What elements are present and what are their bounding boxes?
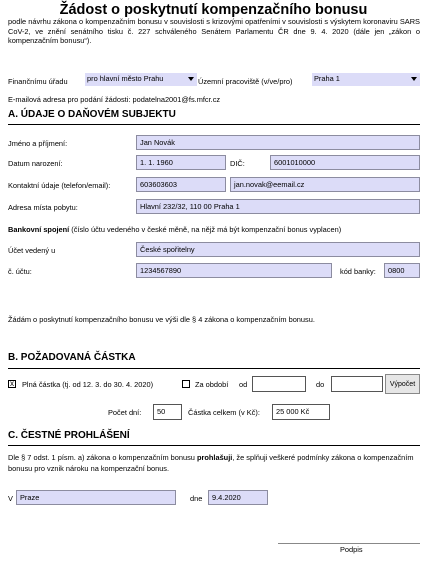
pracoviste-select[interactable] (312, 73, 420, 86)
section-a-heading: A. ÚDAJE O DAŇOVÉM SUBJEKTU (8, 109, 176, 120)
vypocet-button[interactable]: Výpočet (385, 374, 420, 394)
bankovni-spojeni-heading (8, 225, 341, 234)
adresa-field[interactable]: Hlavní 232/32, 110 00 Praha 1 (136, 199, 420, 214)
prohlaseni-part1: Dle § 7 odst. 1 písm. a) zákona o kompenzačním bonusu (8, 453, 197, 462)
bankovni-spojeni-rest: (číslo účtu vedeného v české měně, na nějž má být kompenzační bonus vyplacen) (69, 225, 342, 234)
plna-castka-checkbox[interactable]: x (10, 379, 14, 388)
section-c-heading: C. ČESTNÉ PROHLÁŠENÍ (8, 430, 130, 441)
dic-field[interactable]: 6001010000 (270, 155, 420, 170)
pracoviste-label: Územní pracoviště (v/ve/pro) (198, 77, 293, 86)
adresa-label: Adresa místa pobytu: (8, 203, 78, 212)
prohlaseni-bold: prohlašuji (196, 453, 233, 462)
datum-narozeni-field[interactable]: 1. 1. 1960 (136, 155, 226, 170)
kontakt-label: Kontaktní údaje (telefon/email): (8, 181, 111, 190)
signature-line (278, 543, 420, 544)
section-b-heading: B. POŽADOVANÁ ČÁSTKA (8, 352, 136, 363)
intro-text: podle návrhu zákona o kompenzačním bonusu v souvislosti s krizovými opatřeními v souvislosti s výskytem koronaviru SARS CoV-2, ve znění senátního tisku č. 227 schváleného Senátem Parlamentu ČR dne 9. 4. 2020 (dále jen „zákon o kompenzačním bonusu“). (8, 17, 420, 45)
castka-field[interactable]: 25 000 Kč (272, 404, 330, 420)
plna-castka-label: Plná částka (tj. od 12. 3. do 30. 4. 2020) (22, 380, 154, 389)
od-field[interactable] (252, 376, 306, 392)
dic-label: DIČ: (230, 159, 245, 168)
chevron-down-icon (188, 77, 194, 81)
do-label: do (316, 380, 325, 389)
pracoviste-value: Praha 1 (314, 74, 340, 83)
jmeno-label: Jméno a příjmení: (8, 139, 68, 148)
telefon-field[interactable]: 603603603 (136, 177, 226, 192)
page-title: Žádost o poskytnutí kompenzačního bonusu (59, 2, 368, 18)
divider (8, 368, 420, 369)
divider (8, 445, 420, 446)
email-podani-text: E-mailová adresa pro podání žádosti: podatelna2001@fs.mfcr.cz (8, 95, 221, 104)
prohlaseni-part2: , že splňuji veškeré podmínky zákona o kompenzačním bonusu pro vznik nároku na kompenzační bonus. (8, 453, 414, 473)
kod-banky-field[interactable]: 0800 (384, 263, 420, 278)
za-obdobi-checkbox[interactable] (182, 380, 190, 388)
chevron-down-icon (411, 77, 417, 81)
pocet-dni-field[interactable]: 50 (153, 404, 182, 420)
financni-urad-label: Finančnímu úřadu (8, 77, 68, 86)
misto-field[interactable]: Praze (16, 490, 176, 505)
castka-label: Částka celkem (v Kč): (188, 408, 260, 417)
kod-banky-label: kód banky: (340, 267, 376, 276)
podpis-label: Podpis (340, 545, 363, 554)
email-field[interactable]: jan.novak@eemail.cz (230, 177, 420, 192)
od-label: od (239, 380, 248, 389)
do-field[interactable] (331, 376, 383, 392)
ucet-vedeny-field[interactable]: České spořitelny (136, 242, 420, 257)
divider (8, 124, 420, 125)
financni-urad-value: pro hlavní město Prahu (87, 74, 164, 83)
datum-narozeni-label: Datum narození: (8, 159, 63, 168)
dne-label: dne (190, 494, 203, 503)
cislo-uctu-field[interactable]: 1234567890 (136, 263, 332, 278)
prohlaseni-text (8, 452, 420, 474)
cislo-uctu-label: č. účtu: (8, 267, 32, 276)
bankovni-spojeni-bold: Bankovní spojení (8, 225, 70, 234)
za-obdobi-label: Za období (195, 380, 229, 389)
v-label: V (8, 494, 13, 503)
datum-field[interactable]: 9.4.2020 (208, 490, 268, 505)
financni-urad-select[interactable] (85, 73, 197, 86)
zadam-text: Žádám o poskytnutí kompenzačního bonusu ve výši dle § 4 zákona o kompenzačním bonusu. (8, 315, 315, 324)
ucet-vedeny-label: Účet vedený u (8, 246, 56, 255)
jmeno-field[interactable]: Jan Novák (136, 135, 420, 150)
pocet-dni-label: Počet dní: (108, 408, 142, 417)
